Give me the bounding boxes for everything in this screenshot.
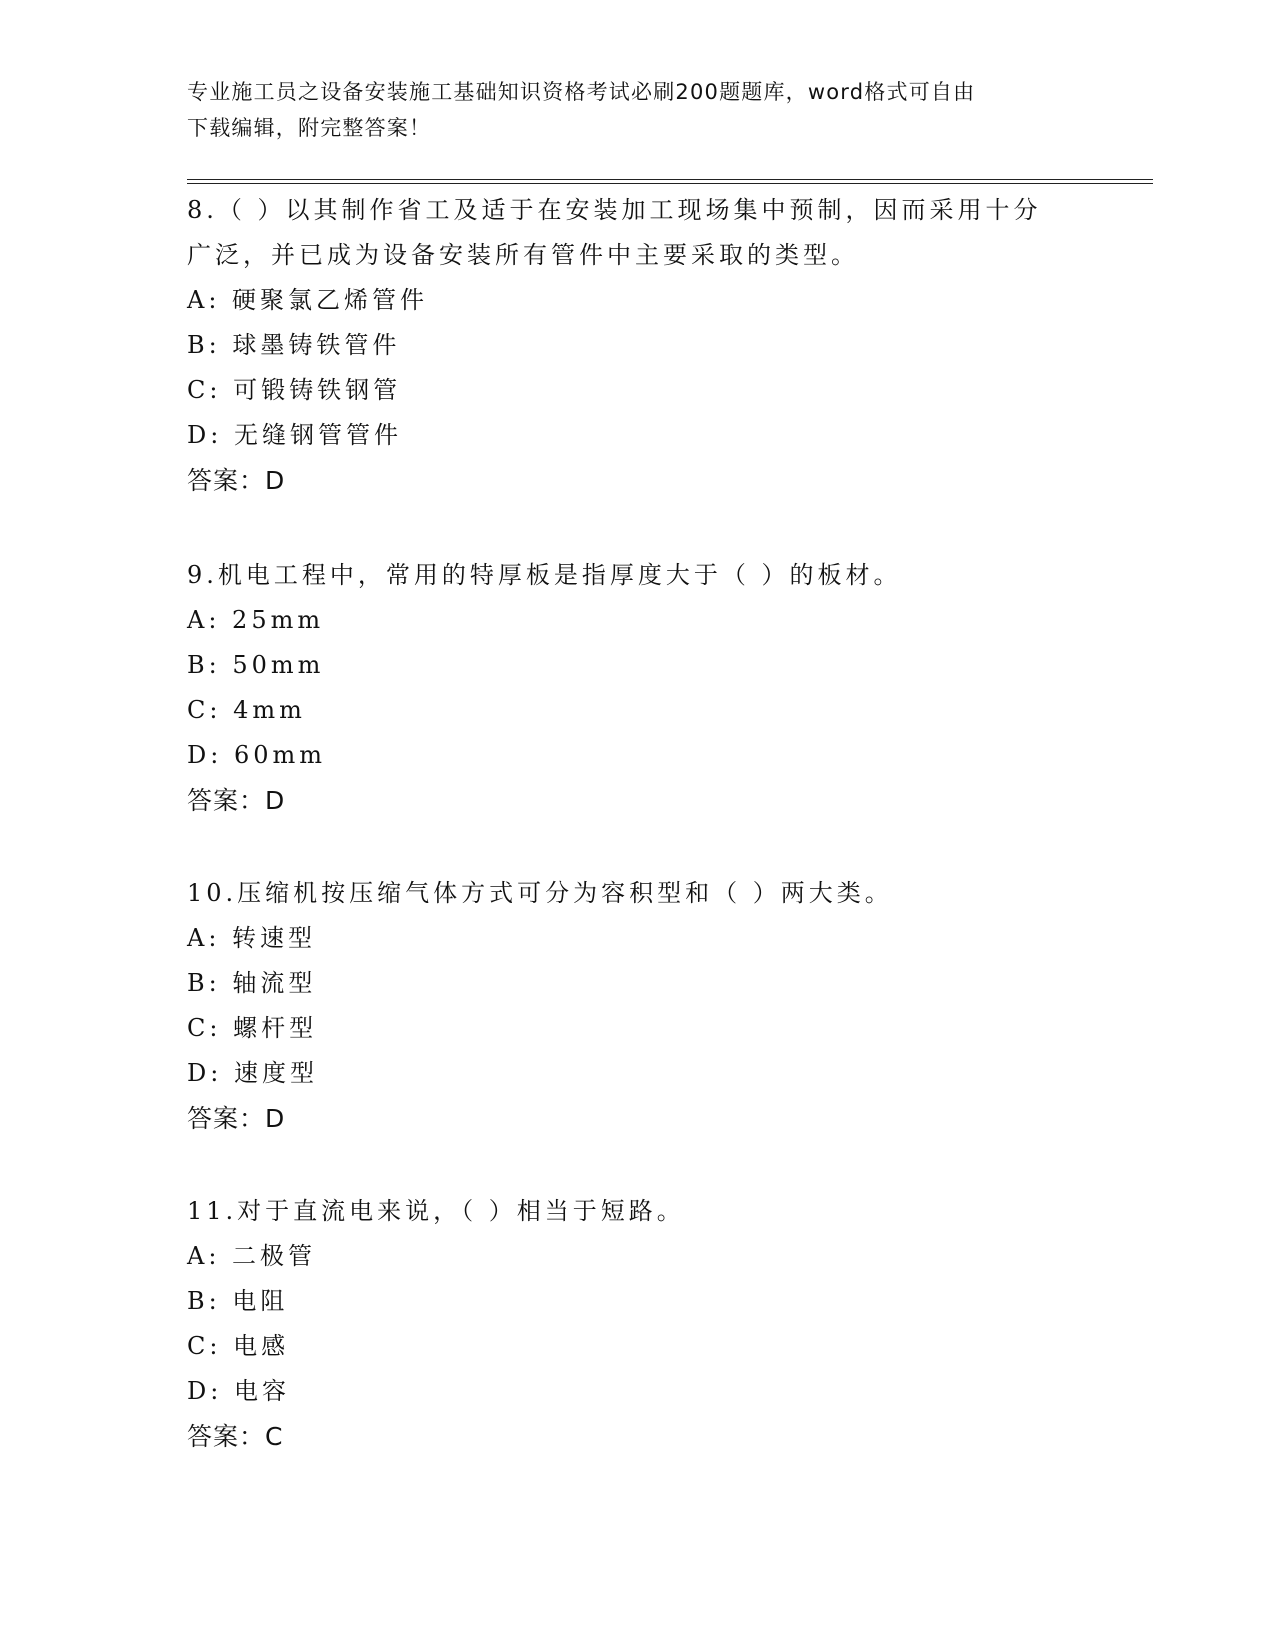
option-d: D: 无缝钢管管件 (187, 421, 402, 449)
header-line-1: 专业施工员之设备安装施工基础知识资格考试必刷200题题库，word格式可自由 (187, 80, 976, 104)
answer-label: 答案：D (187, 466, 286, 495)
document-header (187, 74, 1067, 146)
question-10 (187, 871, 1087, 1141)
question-8 (187, 188, 1087, 503)
header-divider-top (187, 179, 1153, 180)
question-stem: 9.机电工程中，常用的特厚板是指厚度大于（ ）的板材。 (187, 561, 902, 589)
option-a: A: 二极管 (187, 1242, 317, 1270)
header-divider-bottom (187, 183, 1153, 184)
question-stem: 11.对于直流电来说，（ ）相当于短路。 (187, 1197, 685, 1225)
option-b: B: 轴流型 (187, 969, 317, 997)
question-stem: 10.压缩机按压缩气体方式可分为容积型和（ ）两大类。 (187, 879, 893, 907)
header-line-2: 下载编辑，附完整答案！ (187, 116, 432, 140)
option-a: A: 25mm (187, 606, 325, 634)
answer-label: 答案：C (187, 1422, 284, 1451)
option-b: B: 电阻 (187, 1287, 289, 1315)
option-c: C: 可锻铸铁钢管 (187, 376, 402, 404)
answer-label: 答案：D (187, 786, 286, 815)
option-c: C: 4mm (187, 696, 306, 724)
question-9 (187, 553, 1087, 823)
option-b: B: 球墨铸铁管件 (187, 331, 401, 359)
option-c: C: 电感 (187, 1332, 290, 1360)
question-stem-line: 8.（ ）以其制作省工及适于在安装加工现场集中预制，因而采用十分 (187, 196, 1042, 224)
option-a: A: 转速型 (187, 924, 317, 952)
question-11 (187, 1189, 1087, 1459)
option-d: D: 电容 (187, 1377, 290, 1405)
option-d: D: 速度型 (187, 1059, 318, 1087)
option-a: A: 硬聚氯乙烯管件 (187, 286, 429, 314)
option-b: B: 50mm (187, 651, 325, 679)
question-stem-line: 广泛，并已成为设备安装所有管件中主要采取的类型。 (187, 241, 859, 269)
option-c: C: 螺杆型 (187, 1014, 318, 1042)
option-d: D: 60mm (187, 741, 327, 769)
answer-label: 答案：D (187, 1104, 286, 1133)
